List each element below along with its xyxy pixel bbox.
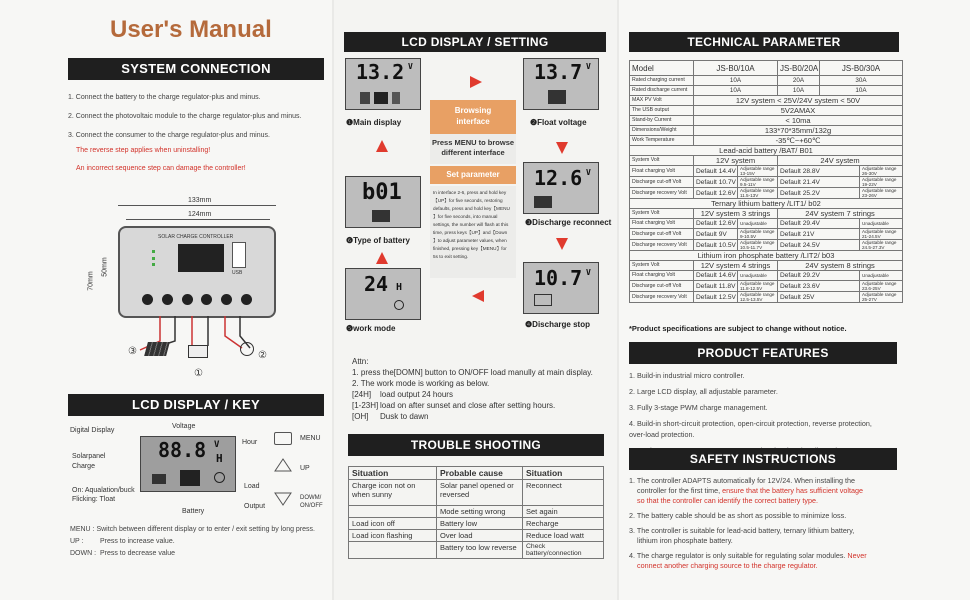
feature-1: 1. Build-in industrial micro controller. <box>629 371 745 380</box>
manual-title: User's Manual <box>110 16 272 43</box>
lcd6-value: b01 <box>362 180 402 205</box>
default-24v: Default 21.4V <box>778 177 860 188</box>
down-key-icon[interactable] <box>274 492 292 506</box>
param-label: Float charging Volt <box>630 219 694 229</box>
table-row <box>349 480 604 506</box>
technical-parameter-header: TECHNICAL PARAMETER <box>629 32 899 52</box>
table-row <box>630 251 903 261</box>
label-load-number: ② <box>258 350 267 361</box>
row4-situation: Load icon flashing <box>349 530 437 542</box>
feature-2: 2. Large LCD display, all adjustable parameter. <box>629 387 778 396</box>
setdesc-0: In interface 2-6, press and hold key <box>433 190 507 195</box>
setdesc-3: 】for five seconds, into manual <box>433 214 498 219</box>
r1-10a: 10A <box>694 76 778 86</box>
table-row <box>349 530 604 542</box>
attn-block <box>352 356 593 422</box>
table-row <box>349 518 604 530</box>
range-24v: Adjustable range 19-22V <box>860 177 903 188</box>
label-down <box>300 494 323 510</box>
safety-1b-red: ensure that the battery has sufficient voltage <box>722 486 863 495</box>
mode-oh <box>352 411 593 422</box>
param-label: Float charging Volt <box>630 271 694 281</box>
row1-solution: Reconnect <box>523 480 604 506</box>
lcd4-unit: V <box>586 268 591 277</box>
table-row <box>630 281 903 292</box>
spec-value: < 10ma <box>694 116 903 126</box>
r1-30a: 30A <box>820 76 903 86</box>
range-24v: Adjustable range 23.6-25V <box>860 281 903 292</box>
table-row <box>630 261 903 271</box>
press-menu-box <box>430 134 516 164</box>
wiring-diagram <box>120 316 270 366</box>
row5-solution: Check battery/connection <box>523 542 604 559</box>
mode-oh-key: [OH] <box>352 412 369 421</box>
th-solution: Situation <box>523 467 604 480</box>
lcd5-value: 24 <box>364 272 389 296</box>
browsing-line1: Browsing <box>454 106 492 115</box>
tech-table <box>629 60 903 303</box>
caption-discharge-stop: ❹Discharge stop <box>525 320 590 329</box>
setdesc-4: settings, the number will flash at this <box>433 222 509 227</box>
spec-value: 5V2AMAX <box>694 106 903 116</box>
table-row <box>630 199 903 209</box>
table-row <box>630 188 903 199</box>
lcd1-icons <box>360 92 400 104</box>
spec-label: The USB output <box>630 106 694 116</box>
lcd3-value: 12.6 <box>534 166 583 190</box>
safety-4a <box>629 551 914 561</box>
sys-label: System Volt <box>630 209 694 219</box>
table-row <box>630 76 903 86</box>
table-row <box>630 156 903 166</box>
table-row <box>630 136 903 146</box>
th-situation: Situation <box>349 467 437 480</box>
system-connection-header: SYSTEM CONNECTION <box>68 58 324 80</box>
key-lcd-digits: 88.8 <box>158 438 207 462</box>
warning-sequence: An incorrect sequence step can damage the controller! <box>76 165 246 172</box>
table-row <box>630 271 903 281</box>
caption-float-voltage: ❷Float voltage <box>530 118 587 127</box>
dim-height-outer: 70mm <box>87 271 95 291</box>
browsing-line2: interface <box>456 117 490 126</box>
safety-2: 2. The battery cable should be as short as possible to minimize loss. <box>629 511 847 520</box>
sys-12v: 12V system 3 strings <box>694 209 778 219</box>
default-12v: Default 10.5V <box>694 240 738 251</box>
default-24v: Default 21V <box>778 229 860 240</box>
table-row <box>630 219 903 229</box>
label-menu: MENU <box>300 435 321 442</box>
row4-solution: Reduce load watt <box>523 530 604 542</box>
controller-body <box>118 226 276 318</box>
lcd4-battery <box>534 294 552 306</box>
label-solarpanel: Solarpanel <box>72 453 106 460</box>
r1-20a: 20A <box>778 76 820 86</box>
up-key-icon[interactable] <box>274 458 292 472</box>
label-solar-number: ③ <box>128 346 137 357</box>
key-descriptions <box>70 524 315 560</box>
range-24v: Unadjustable <box>860 271 903 281</box>
range-12v: Adjustable range 11.5-13V <box>738 188 778 199</box>
default-24v: Default 25.2V <box>778 188 860 199</box>
row5-cause: Battery too low reverse <box>437 542 523 559</box>
table-row <box>630 209 903 219</box>
safety-3b: lithium iron phosphate battery. <box>637 536 733 545</box>
lcd5-bulb <box>394 300 404 310</box>
set-parameter-box: Set parameter <box>430 166 516 184</box>
safety-1c: so that the controller can identify the correct battery type. <box>637 496 818 505</box>
table-row <box>630 126 903 136</box>
row3-solution: Recharge <box>523 518 604 530</box>
lcd3-unit: V <box>586 168 591 177</box>
label-on-aqualation: On: Aqualation/buck <box>72 487 135 494</box>
label-flicking: Flicking: Tloat <box>72 496 116 503</box>
sys-24v: 24V system 7 strings <box>778 209 903 219</box>
row2-cause: Mode setting wrong <box>437 506 523 518</box>
group-title: Lithium iron phosphate battery /LIT2/ b03 <box>630 251 903 261</box>
range-12v: Unadjustable <box>738 219 778 229</box>
default-24v: Default 23.6V <box>778 281 860 292</box>
lcd2-value: 13.7 <box>534 60 583 84</box>
label-voltage: Voltage <box>172 423 196 430</box>
arrow-left-icon <box>472 290 484 302</box>
range-12v: Adjustable range 9.5-11V <box>738 177 778 188</box>
param-label: Discharge recovery Volt <box>630 292 694 303</box>
features-list <box>629 370 872 456</box>
row3-situation: Load icon off <box>349 518 437 530</box>
spec-value: -35℃~+60℃ <box>694 136 903 146</box>
default-24v: Default 24.5V <box>778 240 860 251</box>
lcd1-value: 13.2 <box>356 60 405 84</box>
param-label: Discharge recovery Volt <box>630 188 694 199</box>
battery-icon <box>188 345 208 358</box>
group-title: Lead-acid battery /BAT/ B01 <box>630 146 903 156</box>
key-text-menu: Switch between different display or to enter / exit setting by long press. <box>96 526 315 533</box>
range-12v: Adjustable range 12.5-13.5V <box>738 292 778 303</box>
setdesc-2: defaults, press and hold key【MENU <box>433 206 510 211</box>
label-down-line1: DOWM/ <box>300 495 322 501</box>
safety-list <box>629 476 914 571</box>
spec-label: Work Temperature <box>630 136 694 146</box>
table-row <box>630 96 903 106</box>
safety-4a-text: 4. The charge regulator is only suitable for regulating solar modules. <box>629 551 848 560</box>
row1-situation: Charge icon not on when sunny <box>349 480 437 506</box>
dim-line-inner <box>126 219 270 220</box>
row2-situation <box>349 506 437 518</box>
table-row <box>630 146 903 156</box>
safety-4a-red: Never <box>847 551 867 560</box>
default-12v: Default 14.6V <box>694 271 738 281</box>
solar-panel-icon <box>144 342 170 356</box>
table-header-row <box>349 467 604 480</box>
dim-line-outer <box>118 205 276 206</box>
hdr-20a: JS-B0/20A <box>778 61 820 76</box>
step-2: 2. Connect the photovoltaic module to the charge regulator-plus and minus. <box>68 113 302 120</box>
lcd4-value: 10.7 <box>534 266 583 290</box>
setdesc-5: time, press keys【UP】and【Down <box>433 230 508 235</box>
spec-value: 12V system < 25V/24V system < 50V <box>694 96 903 106</box>
sys-12v: 12V system 4 strings <box>694 261 778 271</box>
param-label: Discharge cut-off Volt <box>630 281 694 292</box>
spec-label: Dimensions/Weight <box>630 126 694 136</box>
r2-10a: 10A <box>694 86 778 96</box>
safety-instructions-header: SAFETY INSTRUCTIONS <box>629 448 897 470</box>
spec-label: MAX PV Volt <box>630 96 694 106</box>
panel-lcd-setting <box>334 0 617 600</box>
table-row <box>349 542 604 559</box>
usb-label: USB <box>232 270 243 276</box>
safety-1b <box>629 486 914 496</box>
key-lcd-solar-icon <box>152 474 166 484</box>
param-label: Discharge cut-off Volt <box>630 177 694 188</box>
lcd6-battery <box>372 210 390 222</box>
default-12v: Default 12.6V <box>694 188 738 199</box>
label-charge: Charge <box>72 463 95 470</box>
label-hour: Hour <box>242 439 258 446</box>
table-row <box>630 116 903 126</box>
setdesc-7: finished, pressing key【MENU】for <box>433 246 507 251</box>
controller-leds <box>152 250 172 266</box>
key-text-down: Press to decrease value <box>99 550 176 557</box>
warning-reverse: The reverse step applies when uninstalling! <box>76 147 211 154</box>
table-row <box>630 177 903 188</box>
table-row <box>630 106 903 116</box>
spec-value: 133*70*35mm/132g <box>694 126 903 136</box>
connection-steps <box>68 88 301 145</box>
bulb-icon <box>240 342 254 356</box>
label-down-line2: ON/OFF <box>300 503 323 509</box>
r2-20a: 10A <box>778 86 820 96</box>
safety-1b-text: controller for the first time, <box>637 486 723 495</box>
table-row <box>630 86 903 96</box>
hdr-30a: JS-B0/30A <box>820 61 903 76</box>
mode-1-23h <box>352 400 593 411</box>
label-up: UP <box>300 465 310 472</box>
table-row <box>630 229 903 240</box>
setdesc-6: 】to adjust parameter values, when <box>433 238 507 243</box>
feature-4b: over-load protection. <box>629 430 695 439</box>
default-12v: Default 12.5V <box>694 292 738 303</box>
key-desc-down <box>70 548 315 560</box>
table-row <box>630 292 903 303</box>
r2-30a: 10A <box>820 86 903 96</box>
mode-1-23h-text: load on after sunset and close after setting hours. <box>380 401 556 410</box>
table-row <box>630 166 903 177</box>
setdesc-8: 5s to exit setting. <box>433 254 469 259</box>
key-desc-menu <box>70 524 315 536</box>
label-battery: Battery <box>182 508 205 515</box>
key-lcd-h: H <box>216 452 223 465</box>
table-row <box>630 240 903 251</box>
controller-lcd <box>178 244 224 272</box>
range-12v: Unadjustable <box>738 271 778 281</box>
label-load: Load <box>244 483 260 490</box>
default-12v: Default 11.8V <box>694 281 738 292</box>
caption-discharge-reconnect: ❸Discharge reconnect <box>525 218 612 227</box>
param-label: Float charging Volt <box>630 166 694 177</box>
trouble-shooting-header: TROUBLE SHOOTING <box>348 434 604 456</box>
sys-label: System Volt <box>630 261 694 271</box>
range-24v: Adjustable range 25-27V <box>860 292 903 303</box>
caption-work-mode: ❺work mode <box>346 324 396 333</box>
row1-cause: Solar panel opened or reversed <box>437 480 523 506</box>
range-12v: Adjustable range 11.8-12.5V <box>738 281 778 292</box>
lcd2-battery <box>548 90 566 104</box>
attn-title: Attn: <box>352 357 369 366</box>
default-24v: Default 29.2V <box>778 271 860 281</box>
usb-port <box>232 242 246 268</box>
key-lcd-v: V <box>214 440 220 450</box>
default-12v: Default 14.4V <box>694 166 738 177</box>
mode-24h <box>352 389 593 400</box>
default-12v: Default 9V <box>694 229 738 240</box>
dim-width-outer: 133mm <box>188 197 212 204</box>
key-desc-up <box>70 536 315 548</box>
arrow-down-icon <box>556 142 568 154</box>
hdr-10a: JS-B0/10A <box>694 61 778 76</box>
controller-name: SOLAR CHARGE CONTROLLER <box>158 234 234 240</box>
r1-label: Rated charging current <box>630 76 694 86</box>
caption-battery-type: ❻Type of battery <box>346 236 410 245</box>
panel-technical-parameter <box>619 0 970 600</box>
hdr-model: Model <box>630 61 694 76</box>
range-24v: Unadjustable <box>860 219 903 229</box>
menu-key-icon[interactable] <box>274 432 292 445</box>
mode-24h-key: [24H] <box>352 390 372 399</box>
terminal-row <box>142 294 252 308</box>
mode-oh-text: Dusk to dawn <box>380 412 429 421</box>
browsing-box <box>430 100 516 134</box>
step-1: 1. Connect the battery to the charge regulator-plus and minus. <box>68 94 261 101</box>
mode-24h-text: load output 24 hours <box>380 390 453 399</box>
arrow-up-icon-2 <box>376 252 388 264</box>
key-lcd-bulb-icon <box>214 472 225 483</box>
set-parameter-desc <box>430 186 516 278</box>
label-digital-display: Digital Display <box>70 427 115 434</box>
sys-24v: 24V system 8 strings <box>778 261 903 271</box>
press-line2: different interface <box>441 148 505 157</box>
key-name-up: UP : <box>70 538 84 545</box>
spec-note: *Product specifications are subject to change without notice. <box>629 324 847 333</box>
label-output: Output <box>244 503 266 510</box>
row5-situation <box>349 542 437 559</box>
arrow-down-icon-2 <box>556 238 568 250</box>
range-24v: Adjustable range 24.5-27.3V <box>860 240 903 251</box>
table-row <box>630 61 903 76</box>
step-3: 3. Connect the consumer to the charge regulator-plus and minus. <box>68 132 270 139</box>
feature-4: 4. Build-in short-circuit protection, open-circuit protection, reverse protection, <box>629 419 872 428</box>
arrow-up-icon <box>376 140 388 152</box>
label-battery-number: ① <box>194 368 203 379</box>
lcd-setting-header: LCD DISPLAY / SETTING <box>344 32 606 52</box>
r2-label: Rated discharge current <box>630 86 694 96</box>
param-label: Discharge cut-off Volt <box>630 229 694 240</box>
press-line1: Press MENU to browse <box>431 138 515 147</box>
range-24v: Adjustable range 23-26V <box>860 188 903 199</box>
feature-3: 3. Fully 3-stage PWM charge management. <box>629 403 768 412</box>
lcd3-battery <box>534 196 552 208</box>
default-24v: Default 28.8V <box>778 166 860 177</box>
battery-groups <box>630 146 903 303</box>
caption-main-display: ❶Main display <box>346 118 402 127</box>
range-24v: Adjustable range 21-24.5V <box>860 229 903 240</box>
setdesc-1: 【UP】for five seconds, restoring <box>433 198 503 203</box>
range-12v: Adjustable range 10.5-11.7V <box>738 240 778 251</box>
th-cause: Probable cause <box>437 467 523 480</box>
spec-label: Stand-by Current <box>630 116 694 126</box>
key-name-menu: MENU : <box>70 526 95 533</box>
product-features-header: PRODUCT FEATURES <box>629 342 897 364</box>
safety-4b: connect another charging source to the charge regulator. <box>637 561 818 570</box>
range-12v: Adjustable range 13-15V <box>738 166 778 177</box>
trouble-table <box>348 466 604 559</box>
arrow-right-icon <box>470 76 482 88</box>
lcd-display-key-header: LCD DISPLAY / KEY <box>68 394 324 416</box>
panel-system-connection <box>0 0 332 600</box>
attn-line-1: 1. press the[DOMN] button to ON/OFF load manully at main display. <box>352 368 593 377</box>
safety-3a: 3. The controller is suitable for lead-acid battery, ternary lithium battery, <box>629 526 855 535</box>
row3-cause: Battery low <box>437 518 523 530</box>
dim-height-inner: 50mm <box>101 257 109 277</box>
range-12v: Adjustable range 9-10.5V <box>738 229 778 240</box>
sys-label: System Volt <box>630 156 694 166</box>
range-24v: Adjustable range 26-30V <box>860 166 903 177</box>
mode-1-23h-key: [1-23H] <box>352 401 379 410</box>
key-name-down: DOWN : <box>70 550 97 557</box>
table-row <box>349 506 604 518</box>
sys-12v: 12V system <box>694 156 778 166</box>
key-lcd-battery-icon <box>180 470 200 486</box>
safety-1a: 1. The controller ADAPTS automatically for 12V/24. When installing the <box>629 476 855 485</box>
default-24v: Default 25V <box>778 292 860 303</box>
key-text-up: Press to increase value. <box>99 538 175 545</box>
group-title: Ternary lithium battery /LIT1/ b02 <box>630 199 903 209</box>
param-label: Discharge recovery Volt <box>630 240 694 251</box>
default-12v: Default 12.6V <box>694 219 738 229</box>
lcd1-unit: V <box>408 62 413 71</box>
lcd2-unit: V <box>586 62 591 71</box>
default-12v: Default 10.7V <box>694 177 738 188</box>
dim-width-inner: 124mm <box>188 211 212 218</box>
default-24v: Default 29.4V <box>778 219 860 229</box>
attn-line-2: 2. The work mode is working as below. <box>352 379 490 388</box>
sys-24v: 24V system <box>778 156 903 166</box>
row4-cause: Over load <box>437 530 523 542</box>
lcd5-unit: H <box>396 282 403 293</box>
row2-solution: Set again <box>523 506 604 518</box>
